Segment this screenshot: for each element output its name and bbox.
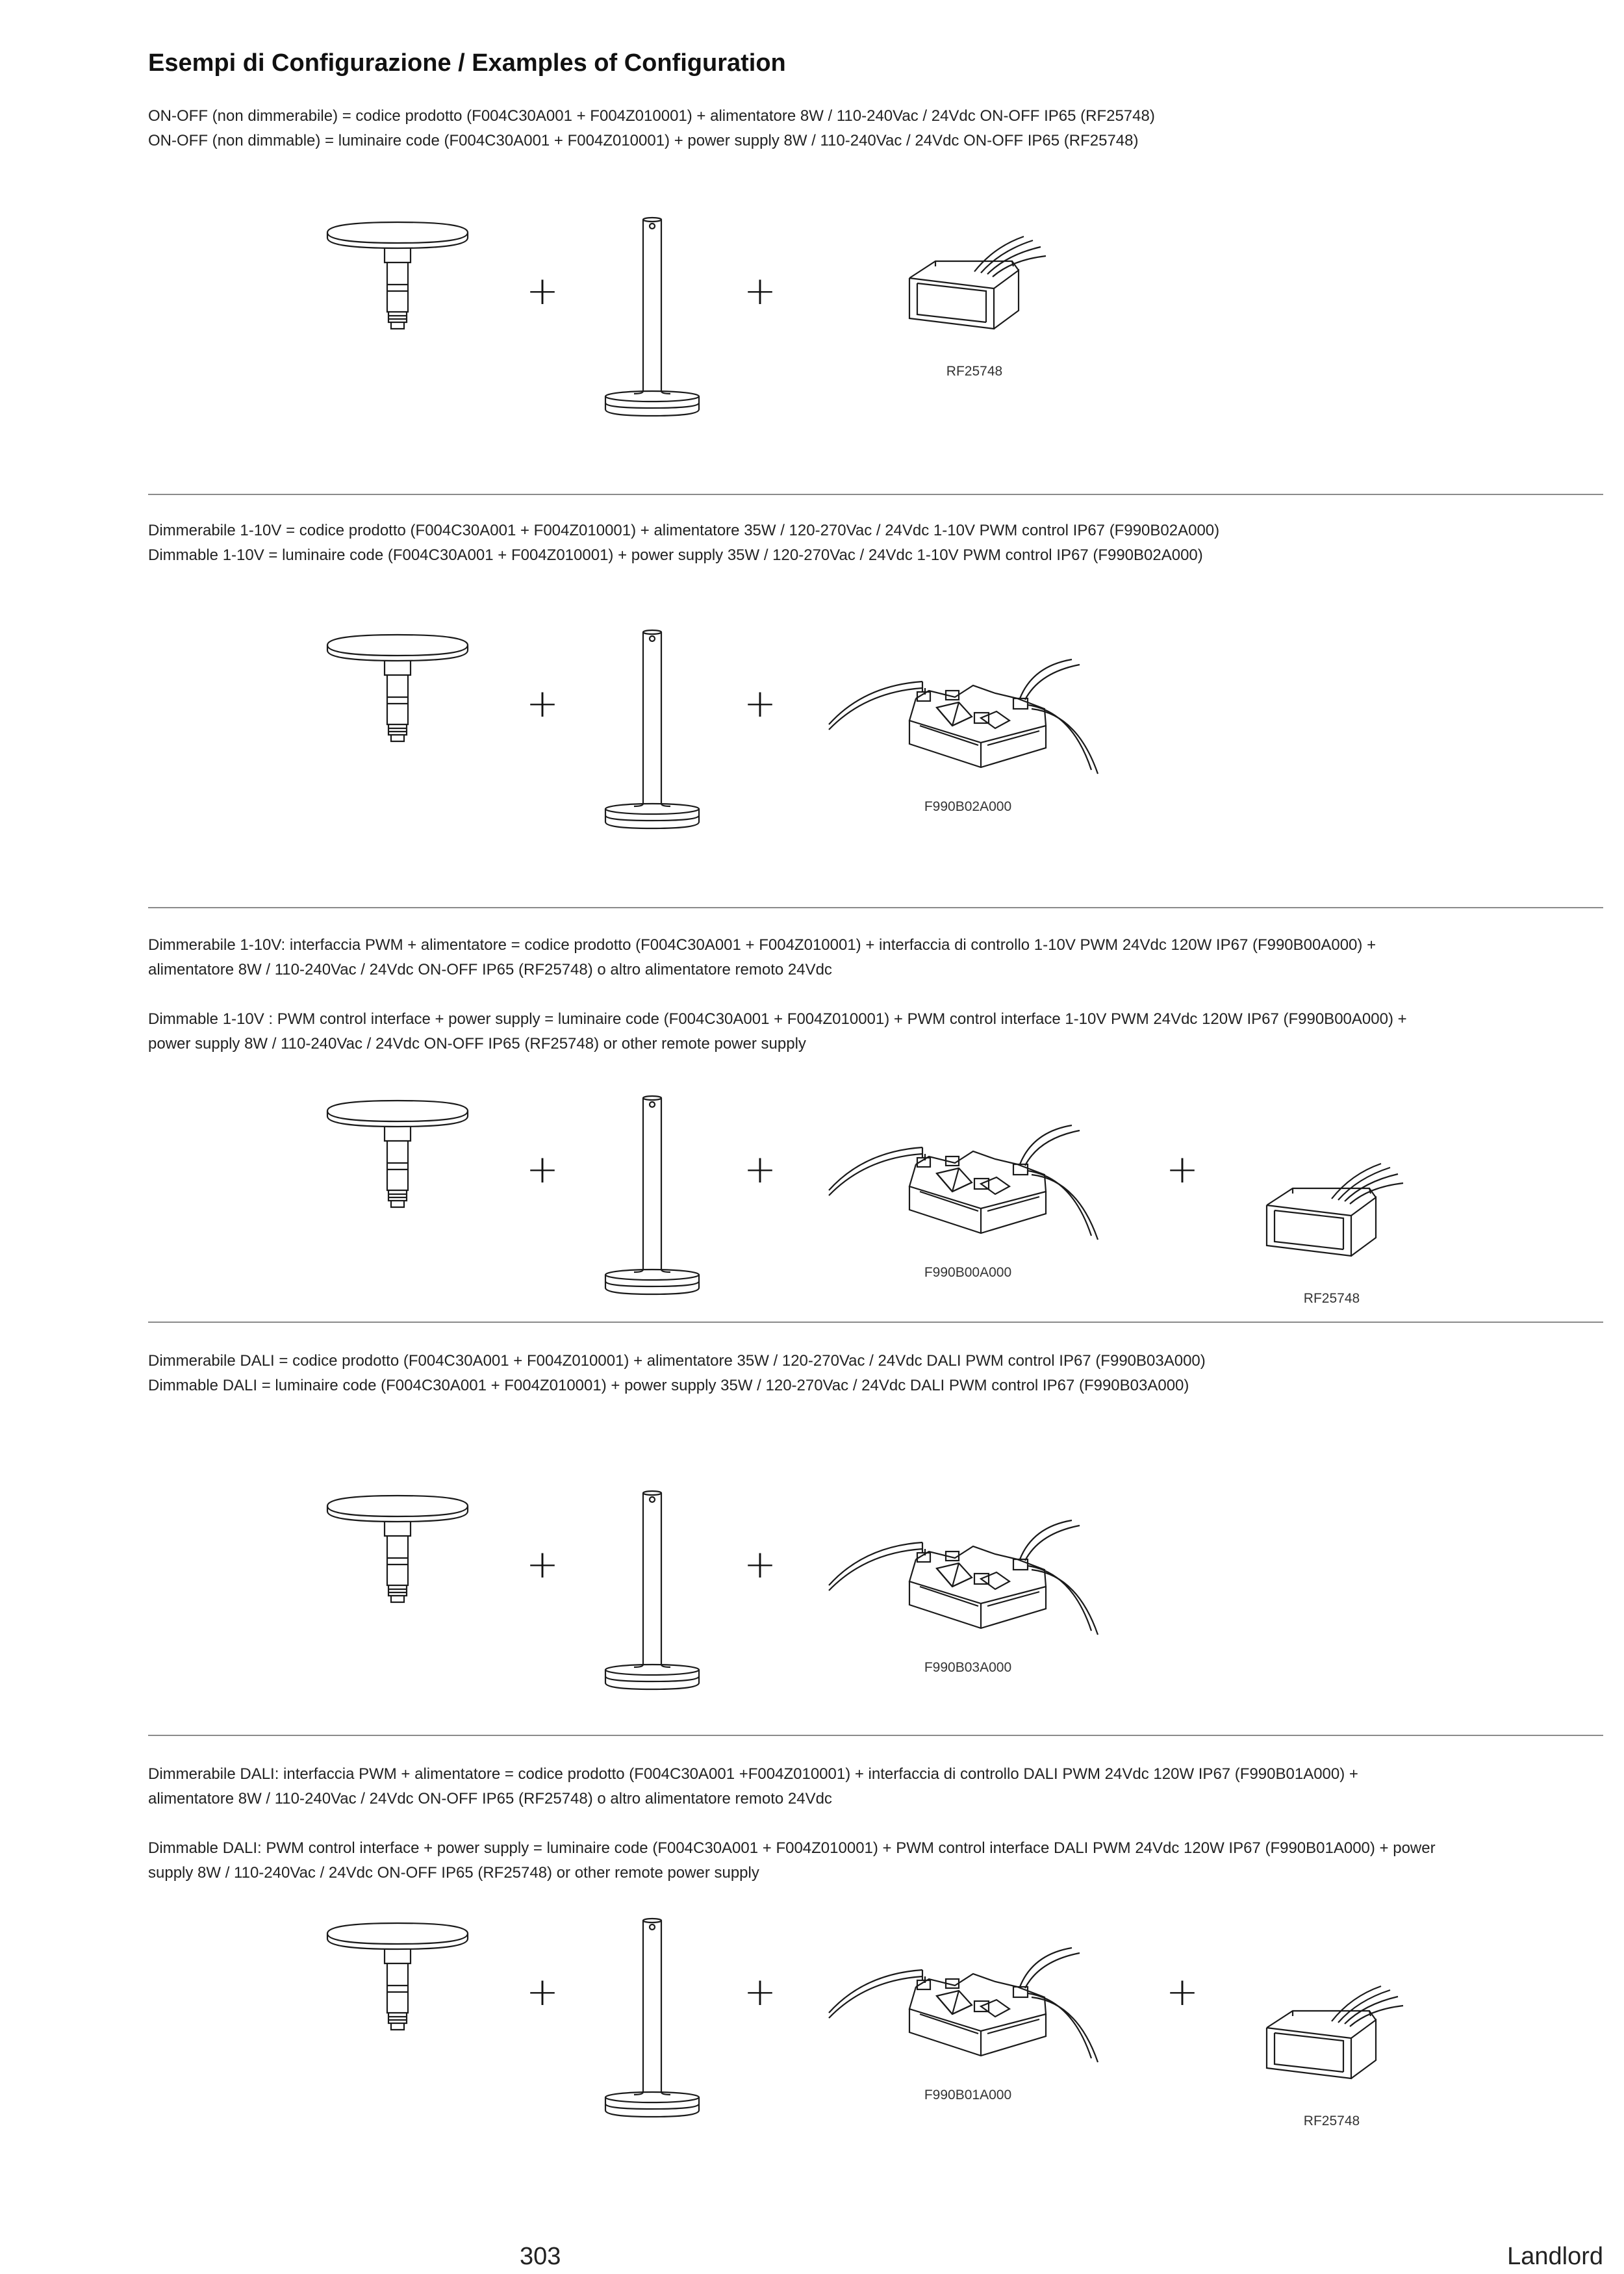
pole-drawing bbox=[600, 627, 704, 835]
paragraph-line: Dimmable DALI: PWM control interface + power supply = luminaire code (F004C30A001 + F004Z010001) + PWM control interface DALI PWM 24Vdc 120W IP67 (F990B01A000) + power bbox=[148, 1839, 1436, 1857]
section-divider bbox=[148, 907, 1603, 908]
paragraph-line: alimentatore 8W / 110-240Vac / 24Vdc ON-OFF IP65 (RF25748) o altro alimentatore remoto 24Vdc bbox=[148, 1790, 832, 1808]
power-supply-drawing bbox=[1254, 1155, 1410, 1271]
section-divider bbox=[148, 1322, 1603, 1323]
component-code-label: F990B01A000 bbox=[924, 2088, 1012, 2102]
paragraph-line: power supply 8W / 110-240Vac / 24Vdc ON-OFF IP65 (RF25748) or other remote power supply bbox=[148, 1035, 806, 1053]
plus-sign: + bbox=[526, 1969, 559, 2015]
section-text bbox=[148, 933, 1597, 1056]
component-code-label: F990B00A000 bbox=[924, 1265, 1012, 1280]
paragraph-line: Dimmerabile DALI = codice prodotto (F004C30A001 + F004Z010001) + alimentatore 35W / 120-270Vac / 24Vdc DALI PWM control IP67 (F990B03A000) bbox=[148, 1352, 1206, 1370]
section-paragraph bbox=[148, 1836, 1597, 1885]
plus-sign: + bbox=[526, 1542, 559, 1587]
plus-sign: + bbox=[526, 1147, 559, 1192]
component-code-label: RF25748 bbox=[1303, 1291, 1360, 1306]
pole-drawing bbox=[600, 214, 704, 422]
plus-sign: + bbox=[743, 681, 777, 726]
luminaire-head-drawing bbox=[320, 1915, 476, 2039]
paragraph-line: supply 8W / 110-240Vac / 24Vdc ON-OFF IP65 (RF25748) or other remote power supply bbox=[148, 1864, 759, 1882]
page-number: 303 bbox=[520, 2243, 561, 2270]
power-supply-drawing bbox=[896, 227, 1052, 344]
plus-sign: + bbox=[743, 1969, 777, 2015]
section-divider bbox=[148, 494, 1603, 495]
section-text bbox=[148, 518, 1597, 568]
paragraph-line: Dimmable 1-10V = luminaire code (F004C30A001 + F004Z010001) + power supply 35W / 120-270Vac / 24Vdc 1-10V PWM control IP67 (F990B02A000) bbox=[148, 546, 1203, 564]
section-text bbox=[148, 1762, 1597, 1885]
section-paragraph bbox=[148, 1349, 1597, 1398]
plus-sign: + bbox=[743, 1147, 777, 1192]
paragraph-line: Dimmable 1-10V : PWM control interface + power supply = luminaire code (F004C30A001 + F004Z010001) + PWM control interface 1-10V PWM 24Vdc 120W IP67 (F990B00A000) + bbox=[148, 1010, 1407, 1028]
section-divider bbox=[148, 1735, 1603, 1736]
luminaire-head-drawing bbox=[320, 1488, 476, 1611]
section-paragraph bbox=[148, 518, 1597, 568]
section-text bbox=[148, 104, 1597, 153]
plus-sign: + bbox=[526, 681, 559, 726]
luminaire-head-drawing bbox=[320, 627, 476, 750]
pwm-controller-drawing bbox=[825, 1119, 1111, 1255]
section-paragraph bbox=[148, 933, 1597, 982]
section-text bbox=[148, 1349, 1597, 1398]
paragraph-line: Dimmerabile 1-10V: interfaccia PWM + alimentatore = codice prodotto (F004C30A001 + F004Z010001) + interfaccia di controllo 1-10V PWM 24Vdc 120W IP67 (F990B00A000) + bbox=[148, 936, 1377, 954]
brand-name: Landlord bbox=[1507, 2243, 1603, 2270]
component-code-label: RF25748 bbox=[1303, 2114, 1360, 2128]
component-code-label: F990B03A000 bbox=[924, 1660, 1012, 1675]
component-code-label: F990B02A000 bbox=[924, 799, 1012, 814]
paragraph-line: alimentatore 8W / 110-240Vac / 24Vdc ON-OFF IP65 (RF25748) o altro alimentatore remoto 24Vdc bbox=[148, 961, 832, 978]
pwm-controller-drawing bbox=[825, 653, 1111, 789]
paragraph-line: Dimmerabile 1-10V = codice prodotto (F004C30A001 + F004Z010001) + alimentatore 35W / 120-270Vac / 24Vdc 1-10V PWM control IP67 (F990B02A000) bbox=[148, 522, 1220, 539]
section-paragraph bbox=[148, 1007, 1597, 1056]
luminaire-head-drawing bbox=[320, 214, 476, 338]
pwm-controller-drawing bbox=[825, 1941, 1111, 2078]
luminaire-head-drawing bbox=[320, 1093, 476, 1216]
pole-drawing bbox=[600, 1093, 704, 1301]
paragraph-line: ON-OFF (non dimmerabile) = codice prodotto (F004C30A001 + F004Z010001) + alimentatore 8W / 110-240Vac / 24Vdc ON-OFF IP65 (RF25748) bbox=[148, 107, 1155, 125]
paragraph-line: Dimmable DALI = luminaire code (F004C30A001 + F004Z010001) + power supply 35W / 120-270Vac / 24Vdc DALI PWM control IP67 (F990B03A000) bbox=[148, 1377, 1189, 1394]
paragraph-line: Dimmerabile DALI: interfaccia PWM + alimentatore = codice prodotto (F004C30A001 +F004Z010001) + interfaccia di controllo DALI PWM 24Vdc 120W IP67 (F990B01A000) + bbox=[148, 1765, 1358, 1783]
section-paragraph bbox=[148, 104, 1597, 153]
plus-sign: + bbox=[1165, 1147, 1199, 1192]
plus-sign: + bbox=[1165, 1969, 1199, 2015]
page-title: Esempi di Configurazione / Examples of Configuration bbox=[148, 49, 786, 77]
power-supply-drawing bbox=[1254, 1977, 1410, 2094]
pole-drawing bbox=[600, 1915, 704, 2123]
section-paragraph bbox=[148, 1762, 1597, 1811]
plus-sign: + bbox=[526, 268, 559, 314]
plus-sign: + bbox=[743, 268, 777, 314]
plus-sign: + bbox=[743, 1542, 777, 1587]
paragraph-line: ON-OFF (non dimmable) = luminaire code (F004C30A001 + F004Z010001) + power supply 8W / 110-240Vac / 24Vdc ON-OFF IP65 (RF25748) bbox=[148, 132, 1139, 149]
pole-drawing bbox=[600, 1488, 704, 1696]
pwm-controller-drawing bbox=[825, 1514, 1111, 1650]
component-code-label: RF25748 bbox=[946, 364, 1003, 379]
